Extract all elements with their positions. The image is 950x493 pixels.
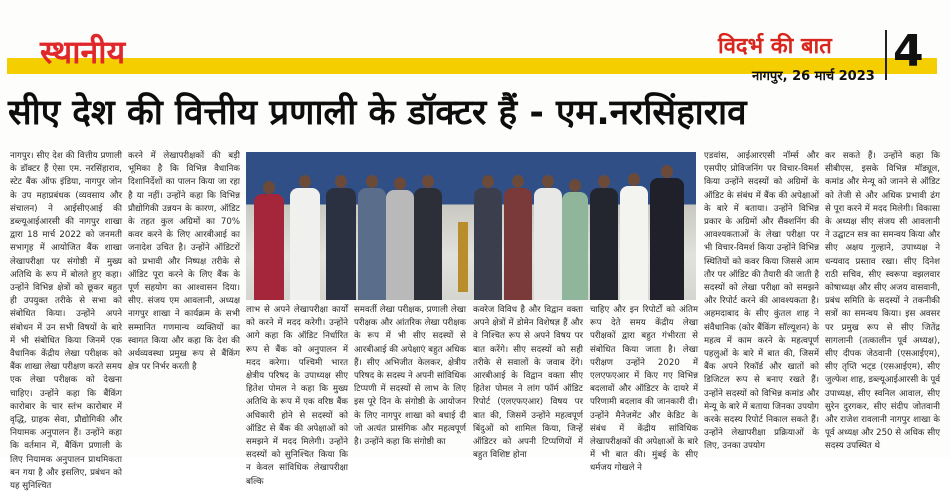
masthead-logo: विदर्भ की बात bbox=[718, 34, 832, 59]
column-8-text: कर सकते हैं। उन्होंने कहा कि सीबीएस, इसके विभिन्न मॉड्यूल, कमांड और मेन्यू को जानने से ऑडिट को तेजी से और अधिक प्रभावी ढंग से पूरा करने में मदद मिलेगी। विकासा के अध्यक्ष सीए संजय सी आवलानी ने उद्घाटन सत्र का समन्वय किया और सीए अक्षय गुल्हाने, उपाध्यक्ष ने धन्यवाद प्रस्ताव रखा। सीए दिनेश राठी सचिव, सीए स्वरूपा वझलवार कोषाध्यक्ष और सीए अजय वासवानी, प्रबंध समिति के सदस्यों ने तकनीकी सत्रों का समन्वय किया। इस अवसर पर प्रमुख रूप से सीए जितेंद्र सागलानी (तत्कालीन पूर्व अध्यक्ष), सीए दीपक जेठवानी (एसआईएम), सीए तृप्ति भट्ड (एसआईएम), सीए जुल्फेश शाह, डब्ल्यूआईआरसी के पूर्व उपाध्यक्ष, सीए स्वनिल आवाल, सीए सुरेन दुरगकर, सीए संदीप जोतवानी और राजेश रावलानी नागपुर शाखा के पूर्व अध्यक्ष और 250 से अधिक सीए सदस्य उपस्थित थे bbox=[825, 151, 940, 452]
article-column-3 bbox=[246, 304, 348, 487]
section-title: स्थानीय bbox=[40, 33, 126, 71]
photo-person bbox=[386, 190, 414, 300]
lamp-stand bbox=[458, 222, 468, 292]
photo-person bbox=[590, 188, 618, 300]
column-2-text: करने में लेखापरीक्षकों की बड़ी भूमिका है कि विभिन्न वैधानिक दिशानिर्देशों का पालन किया जा रहा है या नहीं। उन्होंने कहा कि विभिन्न प्रौद्योगिकी उन्नयन के कारण, ऑडिट के तहत कुल अग्रिमों का 70% कवर करने के लिए आरबीआई का जनादेश उचित है। उन्होंने ऑडिटरों को प्रभावी और निष्पक्ष तरीके से ऑडिट पूरा करने के लिए बैंक के पूर्ण सहयोग का आश्वासन दिया। सीए. संजय एम आवलानी, अध्यक्ष नागपुर शाखा ने कार्यक्रम के सभी सम्मानित गणमान्य व्यक्तियों का स्वागत किया और कहा कि देश की अर्थव्यवस्था प्रमुख रूप से बैंकिंग क्षेत्र पर निर्भर करती है bbox=[128, 151, 240, 373]
masthead-date: नागपुर, 26 मार्च 2023 bbox=[752, 69, 875, 84]
column-4-text: समवर्ती लेखा परीक्षक, प्रणाली लेखा परीक्षक और आंतरिक लेखा परीक्षक के रूप में भी सीए सदस्यों से आरबीआई की अपेक्षाएं बहुत अधिक हैं। सीए अभिजीत केलकर, क्षेत्रीय परिषद के सदस्य ने अपनी सांविधिक टिप्पणी में सदस्यों से लाभ के लिए इस पूरे दिन के संगोष्ठी के आयोजन के लिए नागपुर शाखा को बधाई दी जो अत्यंत प्रासंगिक और महत्वपूर्ण है। उन्होंने कहा कि संगोष्ठी का bbox=[354, 305, 466, 448]
article-column-6 bbox=[590, 304, 698, 474]
column-1-text: नागपुर। सीए देश की वित्तीय प्रणाली के डॉक्टर हैं ऐसा एम. नरसिंहाराव, स्टेट बैंक ऑफ इंडिया, नागपुर जोन के उप महाप्रबंधक (व्यवसाय और संचालन) ने आईसीएआई की डब्ल्यूआईआरसी की नागपुर शाखा द्वारा 18 मार्च 2022 को जनमती सभागृह में आयोजित बैंक शाखा लेखापरीक्षा पर संगोष्ठी में मुख्य अतिथि के रूप में बोलते हुए कहा। उन्होंने विभिन्न क्षेत्रों को छूकर बहुत ही उपयुक्त तरीके से सभा को संबोधित किया। उन्होंने अपने संबोधन में उन सभी विषयों के बारे में भी संबोधित किया जिनमें एक वैधानिक केंद्रीय लेखा परीक्षक को बैंक शाखा लेखा परीक्षण करते समय एक लेखा परीक्षक को देखना चाहिए। उन्होंने कहा कि बैंकिंग कारोबार के चार स्तंभ कारोबार में वृद्धि, ग्राहक सेवा, प्रौद्योगिकी और नियामक अनुपालन हैं। उन्होंने कहा कि वर्तमान में, बैंकिंग प्रणाली के लिए नियामक अनुपालन प्राथमिकता बन गया है और इसलिए, प्रबंधन को यह सुनिश्चित bbox=[10, 151, 122, 492]
page-number: 4 bbox=[893, 26, 924, 77]
photo-person bbox=[254, 194, 284, 300]
photo-person bbox=[504, 188, 532, 300]
photo-person bbox=[358, 188, 386, 300]
masthead-divider bbox=[885, 30, 887, 80]
article-column-2 bbox=[128, 150, 240, 455]
photo-person bbox=[620, 186, 648, 300]
column-3-text: लाभ से अपने लेखापरीक्षा कार्यों को करने में मदद करेगी। उन्होंने आगे कहा कि ऑडिट निर्धारित रूप से बैंक को अनुपालन में मदद करेगा। पश्चिमी भारत क्षेत्रीय परिषद के उपाध्यक्ष सीए हितेश पोमल ने कहा कि मुख्य अतिथि के रूप में एक वरिष्ठ बैंक अधिकारी होने से सदस्यों को ऑडिट से बैंक की अपेक्षाओं को समझने में मदद मिलेगी। उन्होंने सदस्यों को सुनिश्चित किया कि न केवल सांविधिक लेखापरीक्षा बल्कि bbox=[246, 305, 348, 487]
event-photo bbox=[246, 152, 696, 300]
article-column-7 bbox=[704, 150, 819, 455]
column-7-text: एडवांस, आईआरएसी नॉर्म्स और एसपीए प्रोविजनिंग पर विचार-विमर्श किया उन्होंने सदस्यों को अग्रिमों के ऑडिट के संबंध में बैंक की अपेक्षाओं के बारे में बताया। उन्होंने विभिन्न प्रकार के अग्रिमों और सैंक्शनिंग की आवश्यकताओं के लेखा परीक्षा पर भी विचार-विमर्श किया उन्होंने विभिन्न स्थितियों को कवर किया जिससे आम तौर पर ऑडिट की तैयारी की जाती है सदस्यों को लेखा परीक्षा को समझने और रिपोर्ट करने की आवश्यकता है। अहमदाबाद के सीए कुंतल शाह ने संवैधानिक (कोर बैंकिंग सॉल्यूशन) के महत्व में काम करने के महत्वपूर्ण पहलुओं के बारे में बात की, जिसमें बैंक अपने रिकॉर्ड और खातों को डिजिटल रूप से बनाए रखते हैं। उन्होंने सदस्यों को विभिन्न कमांड और मेन्यू के बारे में बताया जिनका उपयोग करके सदस्य रिपोर्ट निकाल सकते हैं। उन्होंने लेखापरीक्षा प्रक्रियाओं के लिए, उनका उपयोग bbox=[704, 151, 819, 452]
photo-person bbox=[650, 178, 684, 300]
article-column-8 bbox=[825, 150, 940, 455]
photo-person bbox=[562, 192, 588, 300]
column-5-text: कवरेज विविध है और विद्वान वक्ता अपने क्षेत्रों में डोमेन विशेषज्ञ हैं और वे निश्चित रूप से अपने विषय पर बात करेंगे। सीए सदस्यों को सही तरीके से सवालों के जवाब देंगे। आरबीआई के विद्वान वक्ता सीए हितेश पोमल ने लांग फॉर्म ऑडिट रिपोर्ट (एलएफएआर) विषय पर बात की, जिसमें उन्होंने महत्वपूर्ण बिंदुओं को शामिल किया, जिन्हें ऑडिटर को अपनी टिप्पणियों में बहुत विशिष्ट होना bbox=[473, 305, 583, 461]
photo-person bbox=[474, 188, 502, 300]
column-6-text: चाहिए और इन रिपोर्टों को अंतिम रूप देते समय केंद्रीय लेखा परीक्षकों द्वारा बहुत गंभीरता से संबोधित किया जाता है। लेखा परीक्षण उन्होंने 2020 में एलएफएआर में किए गए विभिन्न बदलावों और ऑडिटर के दायरे में परिणामी बदलाव की जानकारी दी। उन्होंने मैनेजमेंट और केडिट के संबंध में केंद्रीय सांविधिक लेखापरीक्षकों की अपेक्षाओं के बारे में भी बात की। मुंबई के सीए धर्मजय गोखले ने bbox=[590, 305, 698, 474]
photo-person bbox=[326, 188, 356, 300]
article-column-4 bbox=[354, 304, 466, 455]
article-column-1 bbox=[10, 150, 122, 492]
photo-person bbox=[414, 188, 442, 300]
photo-person bbox=[534, 188, 562, 300]
headline: सीए देश की वित्तीय प्रणाली के डॉक्टर हैं - एम.नरसिंहाराव bbox=[8, 93, 747, 133]
article-column-5 bbox=[473, 304, 583, 461]
photo-person bbox=[290, 188, 320, 300]
